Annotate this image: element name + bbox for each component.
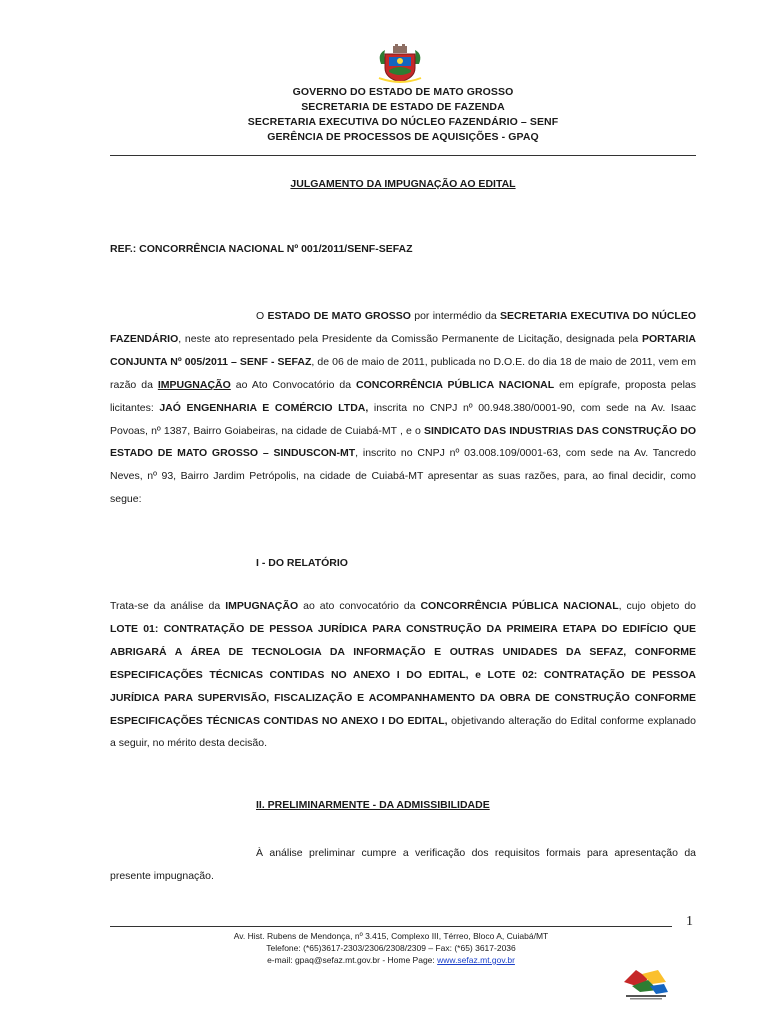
page-number: 1 (686, 914, 693, 929)
header-line-government: GOVERNO DO ESTADO DE MATO GROSSO (292, 86, 514, 98)
header-line-executive: SECRETARIA EXECUTIVA DO NÚCLEO FAZENDÁRIO – SENF (247, 116, 559, 128)
reference-line: REF.: CONCORRÊNCIA NACIONAL Nº 001/2011/SENF-SEFAZ (110, 243, 413, 255)
state-coat-of-arms-icon (375, 44, 425, 84)
document-title: JULGAMENTO DA IMPUGNAÇÃO AO EDITAL (290, 178, 516, 190)
header-divider (110, 155, 696, 156)
footer-contact: e-mail: gpaq@sefaz.mt.gov.br - Home Page: www.sefaz.mt.gov.br (267, 955, 515, 965)
footer-address: Av. Hist. Rubens de Mendonça, nº 3.415, Complexo III, Térreo, Bloco A, Cuiabá/MT (233, 931, 549, 941)
section-heading-report: I - DO RELATÓRIO (256, 557, 348, 569)
report-paragraph: Trata-se da análise da IMPUGNAÇÃO ao ato convocatório da CONCORRÊNCIA PÚBLICA NACIONAL, cujo objeto do LOTE 01: CONTRATAÇÃO DE PESSOA JURÍDICA PARA CONSTRUÇÃO DA PRIMEIRA ETAPA DO EDIFÍCIO QUE ABRIGARÁ A ÁREA DE TECNOLOGIA DA INFORMAÇÃO E OUTRAS UNIDADES DA SEFAZ, CONFORME ESPECIFICAÇÕES TÉCNICAS CONTIDAS NO ANEXO I DO EDITAL, e LOTE 02: CONTRATAÇÃO DE PESSOA JURÍDICA PARA SUPERVISÃO, FISCALIZAÇÃO E ACOMPANHAMENTO DA OBRA DE CONSTRUÇÃO CONFORME ESPECIFICAÇÕES TÉCNICAS CONTIDAS NO ANEXO I DO EDITAL, objetivando alteração do Edital conforme explanado a seguir, no mérito desta decisão. (110, 600, 696, 750)
intro-paragraph: O ESTADO DE MATO GROSSO por intermédio da SECRETARIA EXECUTIVA DO NÚCLEO FAZENDÁRIO, neste ato representado pela Presidente da Comissão Permanente de Licitação, designada pela PORTARIA CONJUNTA Nº 005/2011 – SENF - SEFAZ, de 06 de maio de 2011, publicada no D.O.E. do dia 18 de maio de 2011, vem em razão da IMPUGNAÇÃO ao Ato Convocatório da CONCORRÊNCIA PÚBLICA NACIONAL em epígrafe, proposta pelas licitantes: JAÓ ENGENHARIA E COMÉRCIO LTDA, inscrita no CNPJ nº 00.948.380/0001-90, com sede na Av. Isaac Povoas, nº 1387, Bairro Goiabeiras, na cidade de Cuiabá-MT , e o SINDICATO DAS INDUSTRIAS DAS CONSTRUÇÃO DO ESTADO DE MATO GROSSO – SINDUSCON-MT, inscrito no CNPJ nº 03.008.109/0001-63, com sede na Av. Tancredo Neves, nº 93, Bairro Jardim Petrópolis, na cidade de Cuiabá-MT apresentar as suas razões, para, ao final decidir, como segue: (110, 310, 696, 506)
letterhead (110, 85, 696, 145)
footer-phone: Telefone: (*65)3617-2303/2306/2308/2309 – Fax: (*65) 3617-2036 (266, 943, 516, 953)
header-line-management: GERÊNCIA DE PROCESSOS DE AQUISIÇÕES - GPAQ (267, 131, 539, 143)
section-heading-admissibility: II. PRELIMINARMENTE - DA ADMISSIBILIDADE (256, 799, 490, 811)
header-line-secretariat: SECRETARIA DE ESTADO DE FAZENDA (301, 101, 505, 113)
mato-grosso-logo-icon (618, 966, 674, 1002)
footer (110, 930, 672, 966)
homepage-link[interactable]: www.sefaz.mt.gov.br (437, 955, 515, 965)
footer-divider (110, 926, 672, 927)
admissibility-paragraph: À análise preliminar cumpre a verificação dos requisitos formais para apresentação da presente impugnação. (110, 847, 696, 882)
